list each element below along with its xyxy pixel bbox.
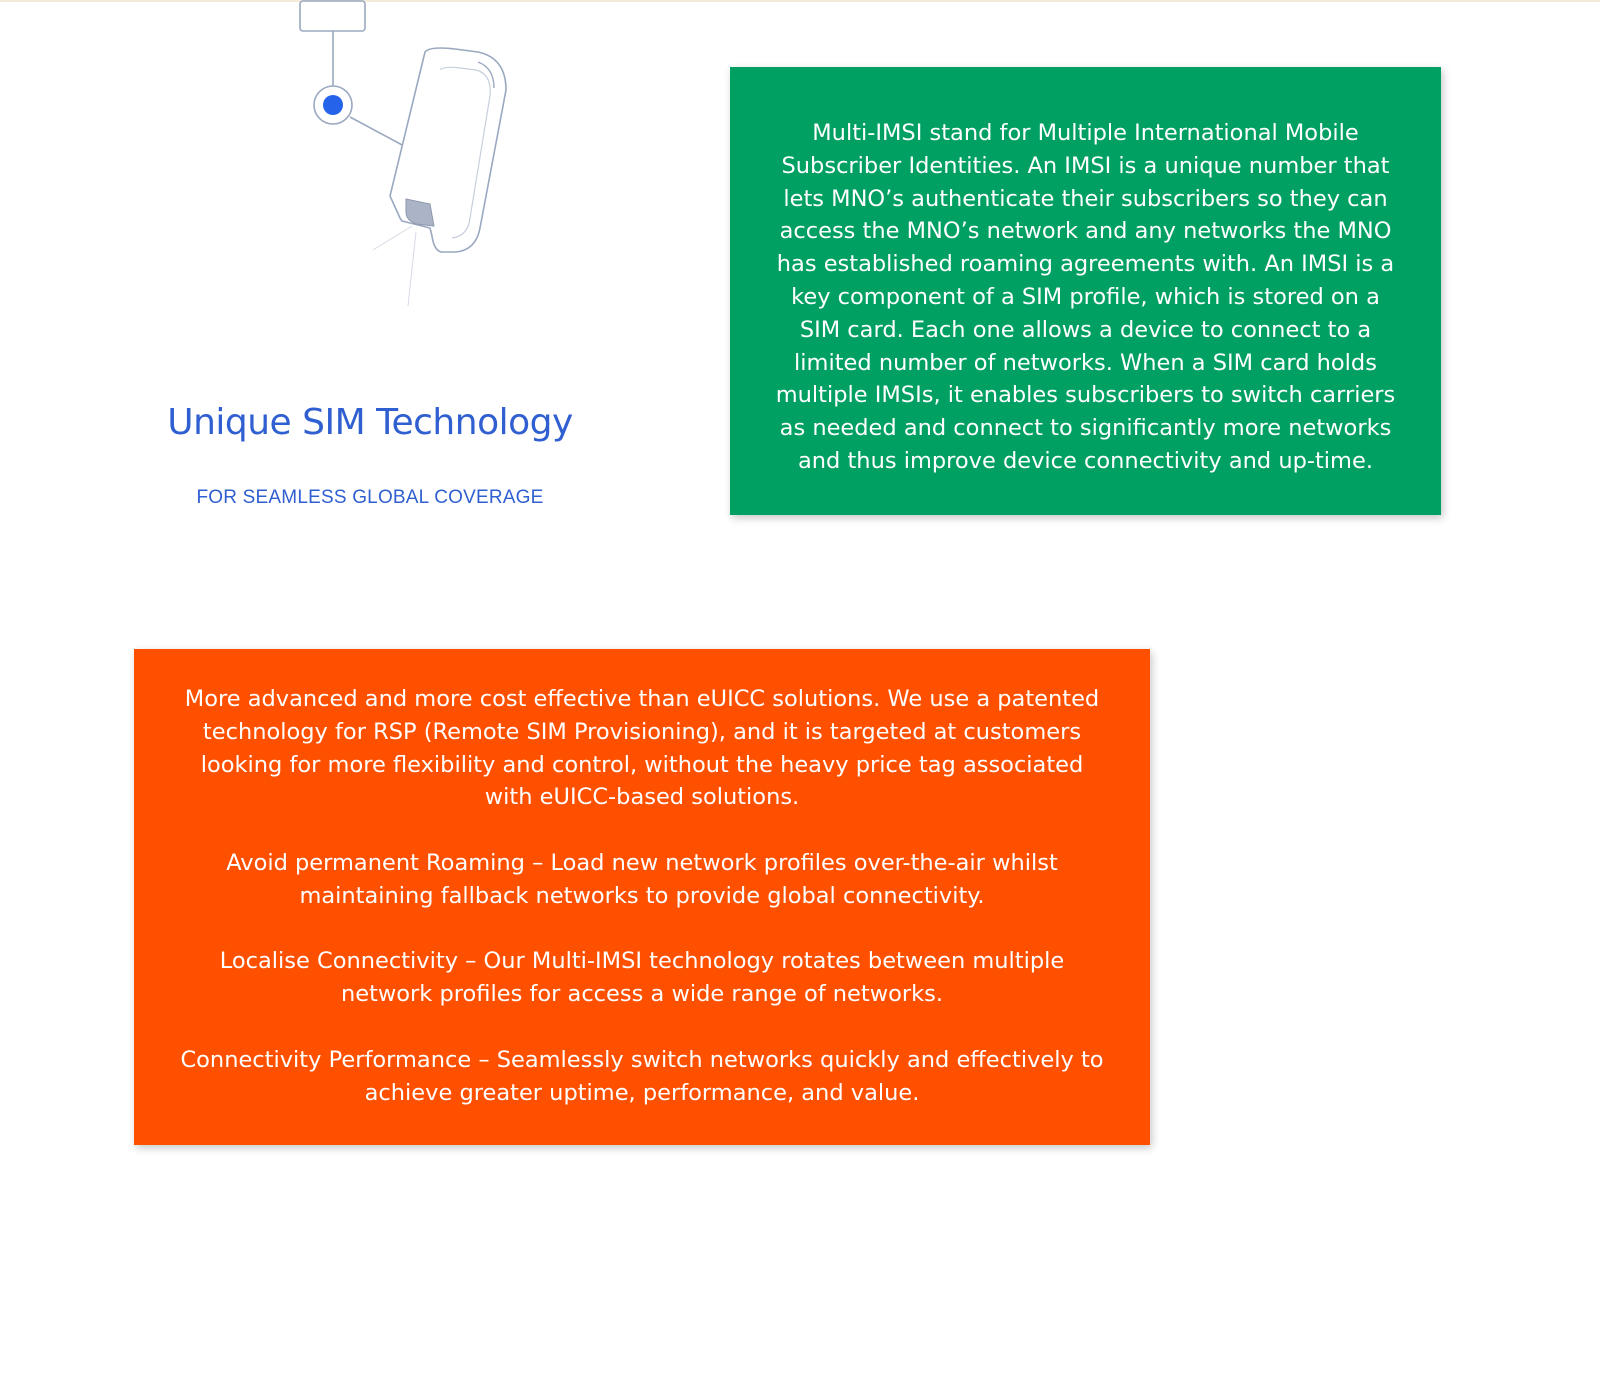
multi-imsi-info-card <box>730 67 1441 515</box>
benefit-paragraph: Avoid permanent Roaming – Load new network profiles over-the-air whilst maintaining fallback networks to provide global connectivity. <box>226 849 1058 909</box>
benefit-paragraph: More advanced and more cost effective than eUICC solutions. We use a patented technology for RSP (Remote SIM Provisioning), and it is targeted at customers looking for more flexibility and control, without the heavy price tag associated with eUICC-based solutions. <box>184 686 1100 811</box>
benefits-card <box>134 649 1150 1145</box>
sim-card-reader-icon <box>280 0 540 310</box>
multi-imsi-text: Multi-IMSI stand for Multiple International Mobile Subscriber Identities. An IMSI is a unique number that lets MNO’s authenticate their subscribers so they can access the MNO’s network and any networks the MNO has established roaming agreements with. An IMSI is a key component of a SIM profile, which is stored on a SIM card. Each one allows a device to connect to a limited number of networks. When a SIM card holds multiple IMSIs, it enables subscribers to switch carriers as needed and connect to significantly more networks and thus improve device connectivity and up-time. <box>775 120 1396 474</box>
top-divider <box>0 0 1600 2</box>
benefit-paragraph: Connectivity Performance – Seamlessly switch networks quickly and effectively to achieve greater uptime, performance, and value. <box>180 1046 1104 1106</box>
section-subtitle: FOR SEAMLESS GLOBAL COVERAGE <box>196 487 544 508</box>
benefit-paragraph: Localise Connectivity – Our Multi-IMSI technology rotates between multiple network profiles for access a wide range of networks. <box>219 948 1065 1008</box>
node-dot-icon <box>323 95 343 115</box>
section-title: Unique SIM Technology <box>167 402 573 443</box>
